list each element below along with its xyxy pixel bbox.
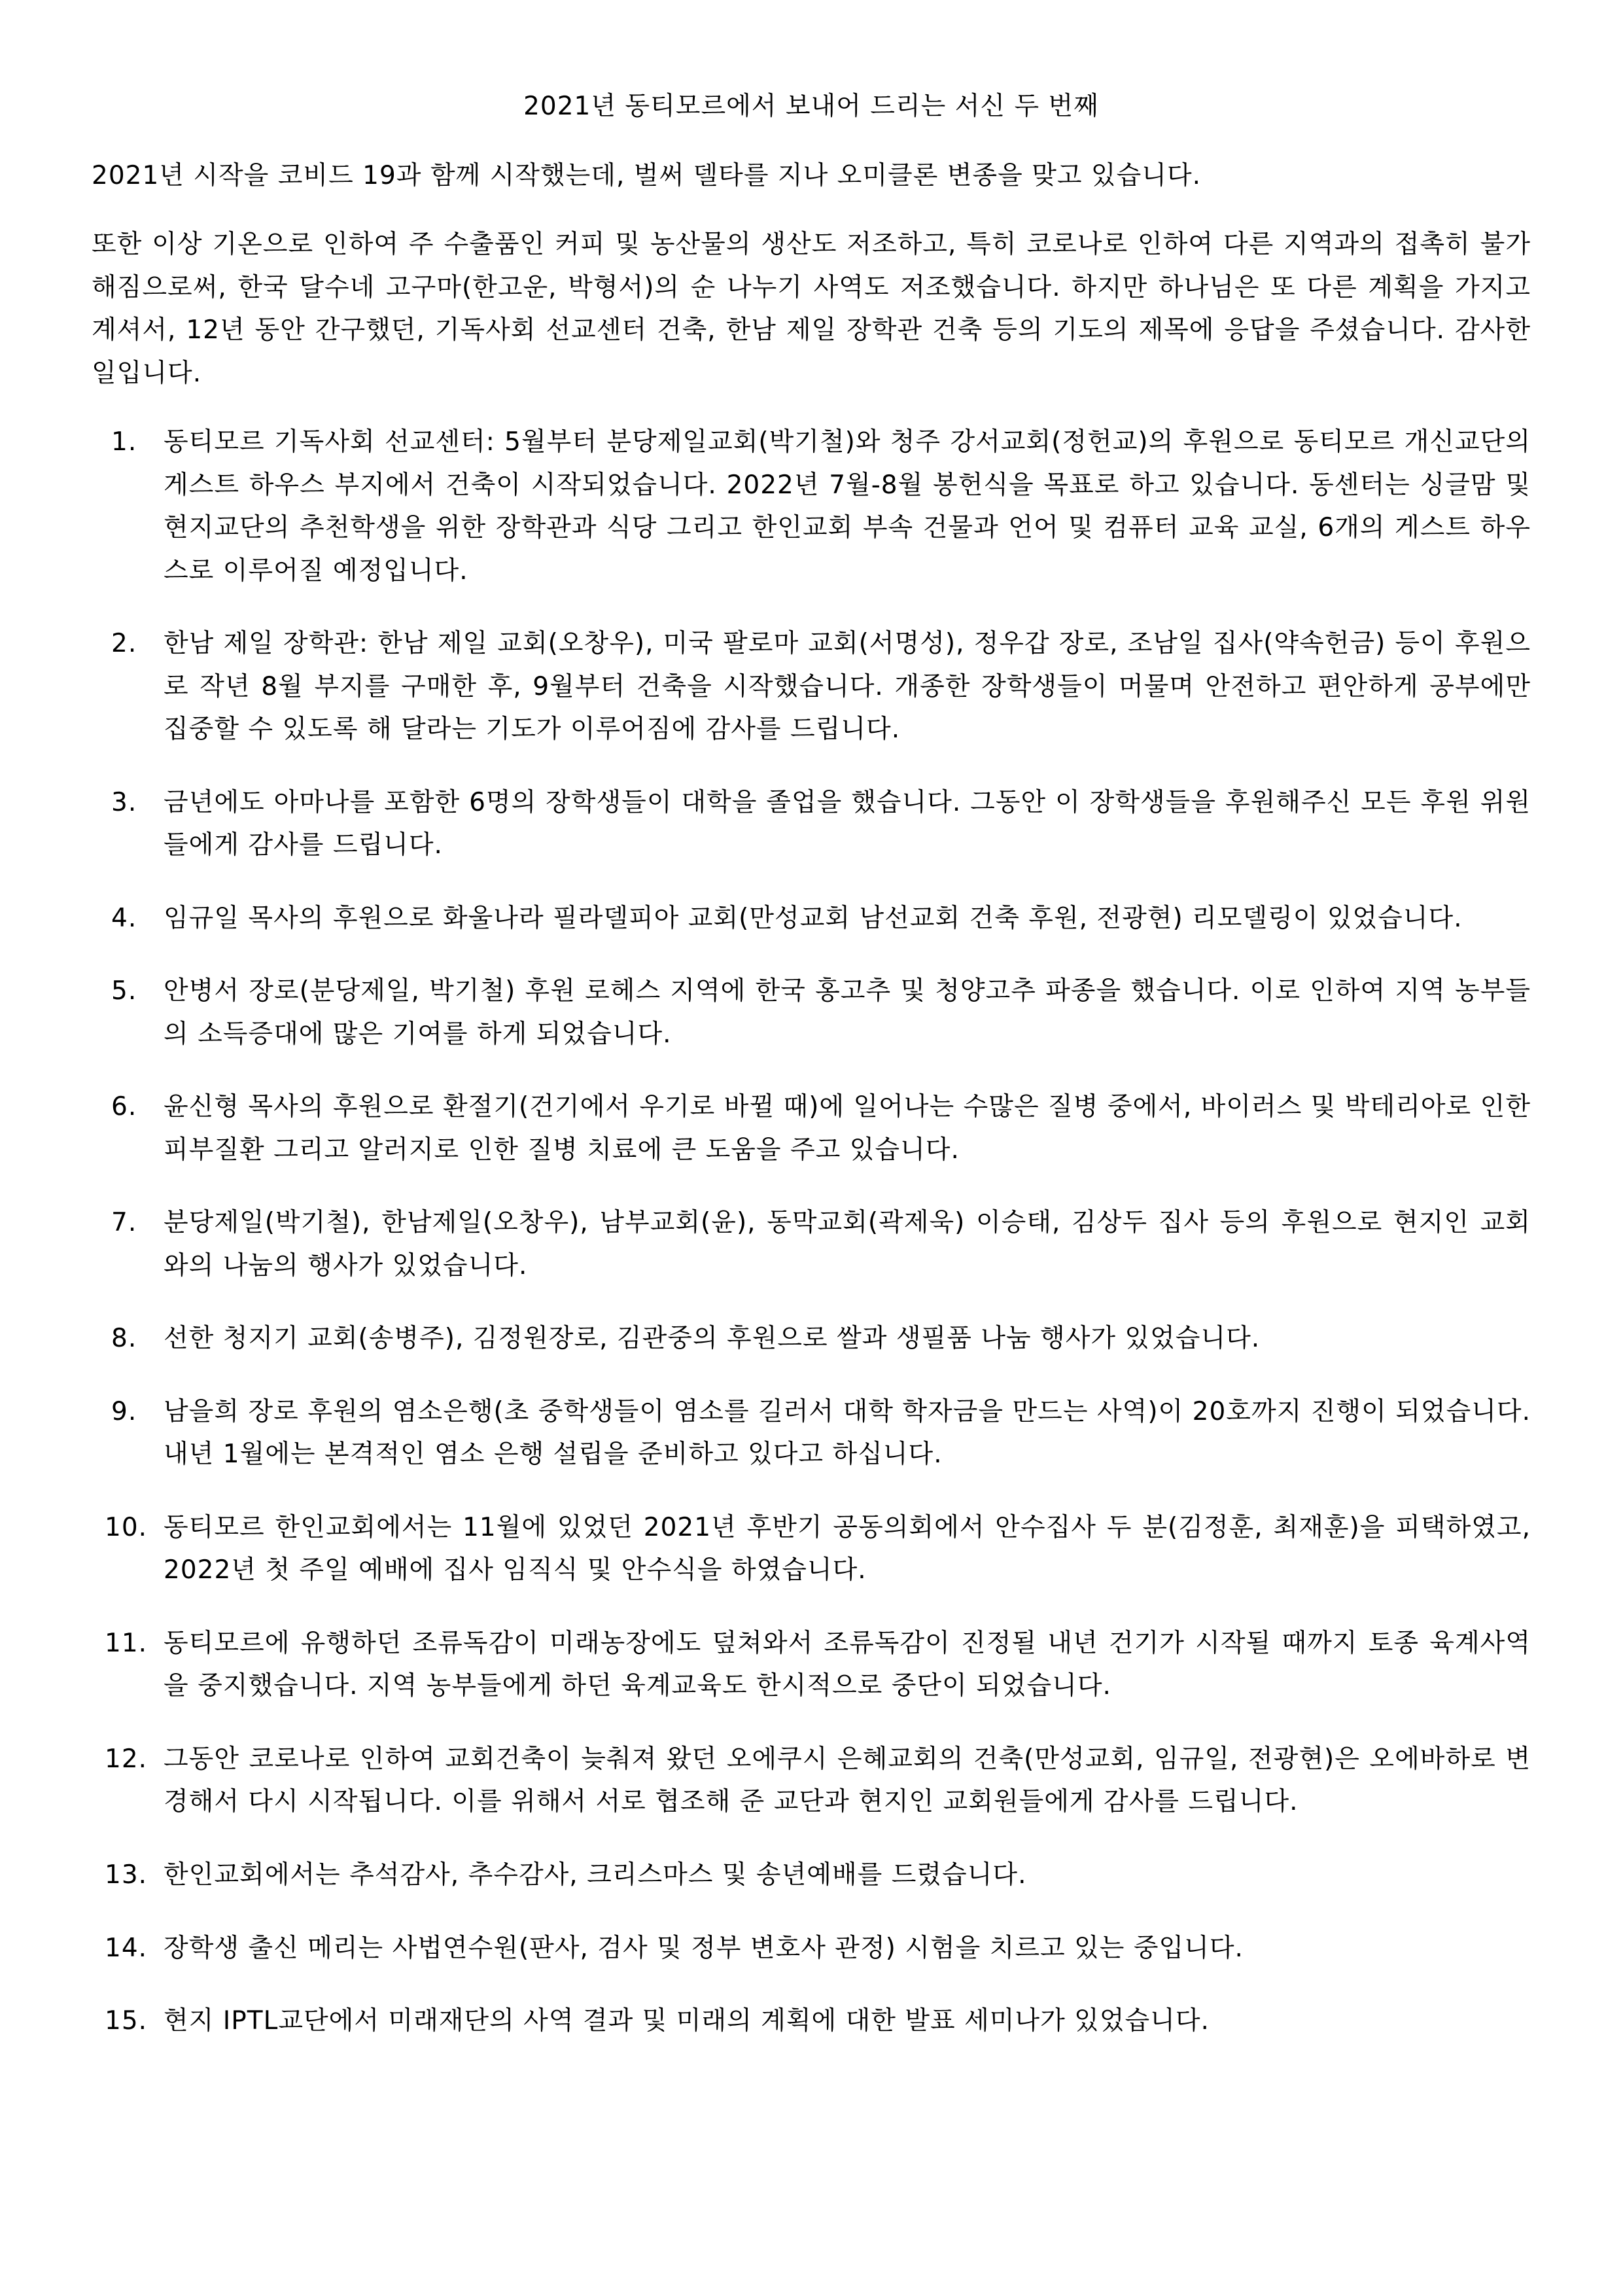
item-text: 현지 IPTL교단에서 미래재단의 사역 결과 및 미래의 계획에 대한 발표 세미나가 있었습니다. — [164, 2006, 1210, 2036]
item-number: 12. — [105, 1744, 148, 1774]
intro-paragraph-1: 2021년 시작을 코비드 19과 함께 시작했는데, 벌써 델타를 지나 오미클론 변종을 맞고 있습니다. — [92, 160, 1202, 190]
item-text: 그동안 코로나로 인하여 교회건축이 늦춰져 왔던 오에쿠시 은혜교회의 건축(만성교회, 임규일, 전광현)은 오에바하로 변경해서 다시 시작됩니다. 이를 위해서 서로 협조해 준 교단과 현지인 교회원들에게 감사를 드립니다. — [164, 1744, 1531, 1817]
item-text: 동티모르에 유행하던 조류독감이 미래농장에도 덮쳐와서 조류독감이 진정될 내년 건기가 시작될 때까지 토종 육계사역을 중지했습니다. 지역 농부들에게 하던 육계교육도 한시적으로 중단이 되었습니다. — [164, 1628, 1531, 1701]
item-number: 14. — [105, 1933, 148, 1963]
list-item — [92, 781, 1531, 867]
item-text: 한남 제일 장학관: 한남 제일 교회(오창우), 미국 팔로마 교회(서명성), 정우갑 장로, 조남일 집사(약속헌금) 등이 후원으로 작년 8월 부지를 구매한 후, 9월부터 건축을 시작했습니다. 개종한 장학생들이 머물며 안전하고 편안하게 공부에만 집중할 수 있도록 해 달라는 기도가 이루어짐에 감사를 드립니다. — [164, 629, 1531, 745]
list-item — [92, 421, 1531, 592]
item-number: 1. — [111, 427, 137, 457]
item-number: 15. — [105, 2006, 148, 2036]
list-item — [92, 1390, 1531, 1476]
item-text: 동티모르 기독사회 선교센터: 5월부터 분당제일교회(박기철)와 청주 강서교회(정헌교)의 후원으로 동티모르 개신교단의 게스트 하우스 부지에서 건축이 시작되었습니다. 2022년 7월-8월 봉헌식을 목표로 하고 있습니다. 동센터는 싱글맘 및 현지교단의 추천학생을 위한 장학관과 식당 그리고 한인교회 부속 건물과 언어 및 컴퓨터 교육 교실, 6개의 게스트 하우스로 이루어질 예정입니다. — [164, 427, 1531, 586]
item-text: 동티모르 한인교회에서는 11월에 있었던 2021년 후반기 공동의회에서 안수집사 두 분(김정훈, 최재훈)을 피택하였고, 2022년 첫 주일 예배에 집사 임직식 및 안수식을 하였습니다. — [164, 1512, 1531, 1585]
list-item — [92, 1854, 1531, 1897]
item-number: 7. — [111, 1208, 137, 1238]
item-number: 3. — [111, 787, 137, 817]
item-text: 남을희 장로 후원의 염소은행(초 중학생들이 염소를 길러서 대학 학자금을 만드는 사역)이 20호까지 진행이 되었습니다. 내년 1월에는 본격적인 염소 은행 설립을 준비하고 있다고 하십니다. — [164, 1396, 1531, 1470]
item-number: 2. — [111, 629, 137, 659]
item-text: 장학생 출신 메리는 사법연수원(판사, 검사 및 정부 변호사 관정) 시험을 치르고 있는 중입니다. — [164, 1933, 1244, 1963]
list-item — [92, 2000, 1531, 2043]
item-text: 안병서 장로(분당제일, 박기철) 후원 로헤스 지역에 한국 홍고추 및 청양고추 파종을 했습니다. 이로 인하여 지역 농부들의 소득증대에 많은 기여를 하게 되었습니다. — [164, 976, 1531, 1049]
item-text: 한인교회에서는 추석감사, 추수감사, 크리스마스 및 송년예배를 드렸습니다. — [164, 1860, 1027, 1890]
item-number: 8. — [111, 1324, 137, 1354]
list-item — [92, 622, 1531, 751]
list-item — [92, 897, 1531, 940]
item-text: 분당제일(박기철), 한남제일(오창우), 남부교회(윤), 동막교회(곽제욱) 이승태, 김상두 집사 등의 후원으로 현지인 교회와의 나눔의 행사가 있었습니다. — [164, 1208, 1531, 1280]
item-number: 5. — [111, 976, 137, 1006]
list-item — [92, 1201, 1531, 1287]
letter-title: 2021년 동티모르에서 보내어 드리는 서신 두 번째 — [523, 92, 1099, 121]
list-item — [92, 1086, 1531, 1171]
item-number: 10. — [105, 1512, 148, 1542]
item-text: 임규일 목사의 후원으로 화울나라 필라델피아 교회(만성교회 남선교회 건축 후원, 전광현) 리모델링이 있었습니다. — [164, 903, 1463, 933]
intro-paragraph-2: 또한 이상 기온으로 인하여 주 수출품인 커피 및 농산물의 생산도 저조하고, 특히 코로나로 인하여 다른 지역과의 접촉히 불가해짐으로써, 한국 달수네 고구마(한고운, 박형서)의 순 나누기 사역도 저조했습니다. 하지만 하나님은 또 다른 계획을 가지고 계셔서, 12년 동안 간구했던, 기독사회 선교센터 건축, 한남 제일 장학관 건축 등의 기도의 제목에 응답을 주셨습니다. 감사한 일입니다. — [92, 230, 1531, 388]
item-number: 11. — [105, 1628, 148, 1658]
item-number: 9. — [111, 1396, 137, 1426]
list-item — [92, 1738, 1531, 1824]
list-item — [92, 1506, 1531, 1592]
list-item — [92, 1927, 1531, 1970]
news-list — [92, 421, 1531, 2042]
list-item — [92, 1622, 1531, 1708]
item-number: 6. — [111, 1092, 137, 1122]
item-text: 금년에도 아마나를 포함한 6명의 장학생들이 대학을 졸업을 했습니다. 그동안 이 장학생들을 후원해주신 모든 후원 위원들에게 감사를 드립니다. — [164, 787, 1531, 860]
letter-page — [92, 85, 1531, 2073]
list-item — [92, 970, 1531, 1055]
item-number: 13. — [105, 1860, 148, 1890]
item-number: 4. — [111, 903, 137, 933]
item-text: 윤신형 목사의 후원으로 환절기(건기에서 우기로 바뀔 때)에 일어나는 수많은 질병 중에서, 바이러스 및 박테리아로 인한 피부질환 그리고 알러지로 인한 질병 치료에 큰 도움을 주고 있습니다. — [164, 1092, 1531, 1165]
list-item — [92, 1317, 1531, 1360]
item-text: 선한 청지기 교회(송병주), 김정원장로, 김관중의 후원으로 쌀과 생필품 나눔 행사가 있었습니다. — [164, 1324, 1261, 1354]
